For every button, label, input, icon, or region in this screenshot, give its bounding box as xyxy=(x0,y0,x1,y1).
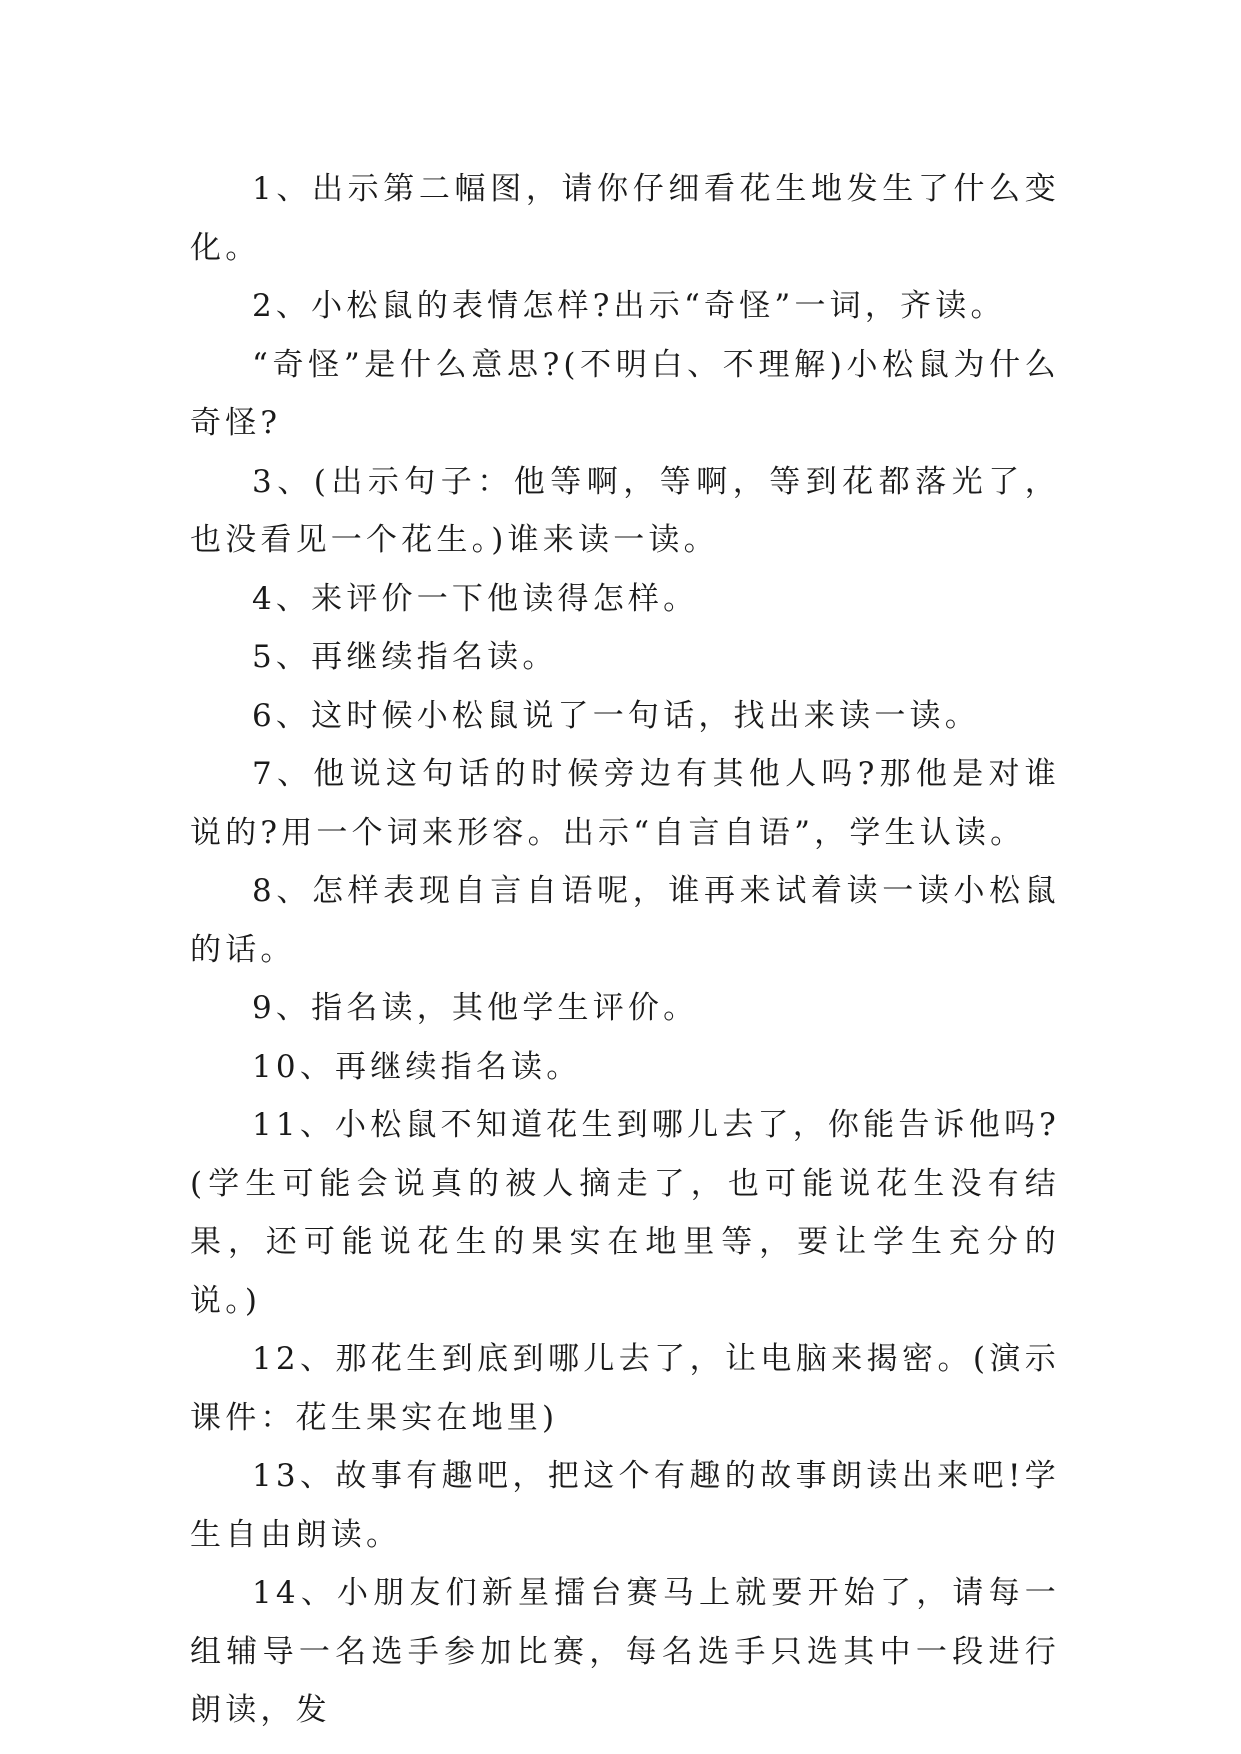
paragraph-4: 3、(出示句子：他等啊，等啊，等到花都落光了，也没看见一个花生。)谁来读一读。 xyxy=(190,463,1060,558)
paragraph-1: 1、出示第二幅图，请你仔细看花生地发生了什么变化。 xyxy=(190,171,1060,266)
paragraph-13: 12、那花生到底到哪儿去了，让电脑来揭密。(演示课件：花生果实在地里) xyxy=(190,1341,1060,1436)
paragraph-6: 5、再继续指名读。 xyxy=(252,639,558,675)
paragraph-7: 6、这时候小松鼠说了一句话，找出来读一读。 xyxy=(252,697,980,734)
paragraph-3: “奇怪”是什么意思?(不明白、不理解)小松鼠为什么奇怪? xyxy=(190,346,1060,441)
paragraph-9: 8、怎样表现自言自语呢，谁再来试着读一读小松鼠的话。 xyxy=(190,873,1060,968)
paragraph-11: 10、再继续指名读。 xyxy=(252,1048,582,1085)
paragraph-2: 2、小松鼠的表情怎样?出示“奇怪”一词，齐读。 xyxy=(252,288,1006,324)
paragraph-14: 13、故事有趣吧，把这个有趣的故事朗读出来吧!学生自由朗读。 xyxy=(190,1458,1060,1553)
paragraph-12: 11、小松鼠不知道花生到哪儿去了，你能告诉他吗?(学生可能会说真的被人摘走了，也可能说花生没有结果，还可能说花生的果实在地里等，要让学生充分的说。) xyxy=(190,1107,1060,1319)
paragraph-5: 4、来评价一下他读得怎样。 xyxy=(252,580,699,617)
paragraph-15: 14、小朋友们新星擂台赛马上就要开始了，请每一组辅导一名选手参加比赛，每名选手只选其中一段进行朗读，发 xyxy=(190,1575,1060,1728)
document-page xyxy=(190,160,1060,1740)
paragraph-10: 9、指名读，其他学生评价。 xyxy=(252,990,699,1026)
paragraph-8: 7、他说这句话的时候旁边有其他人吗?那他是对谁说的?用一个词来形容。出示“自言自语”，学生认读。 xyxy=(190,756,1060,851)
